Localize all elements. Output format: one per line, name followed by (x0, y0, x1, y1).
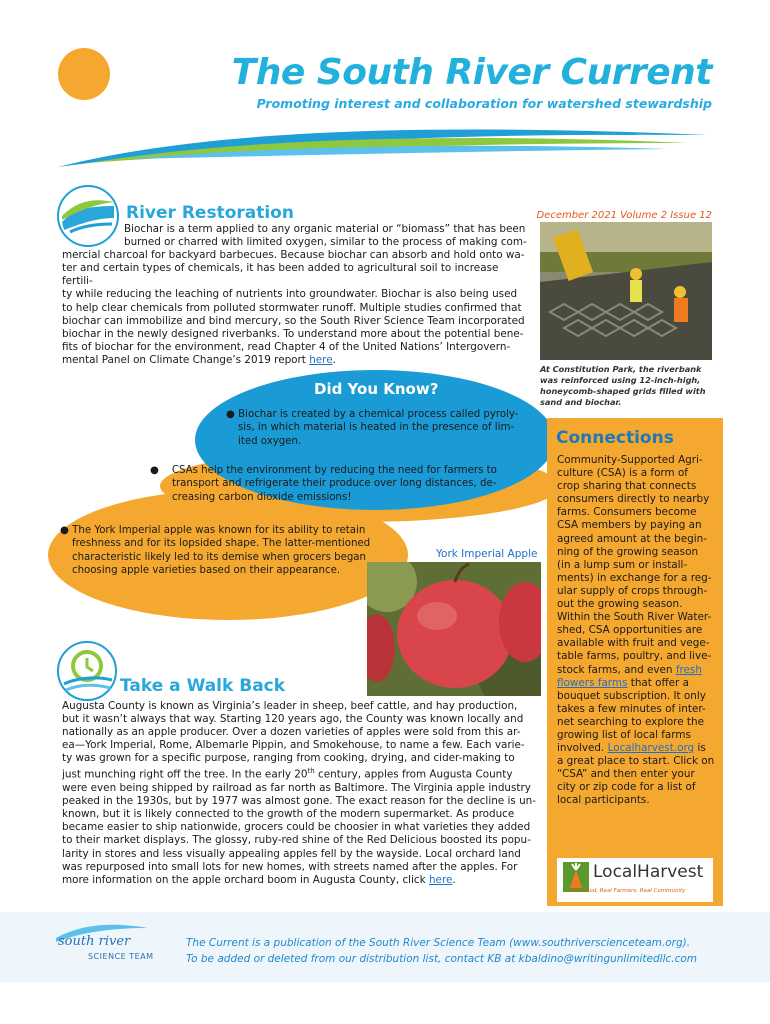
bullet-icon: ● (226, 409, 239, 420)
text-line: nationally as an apple producer. Over a dozen varieties of apples were sold from this ar- (62, 726, 521, 739)
text-line (62, 765, 542, 782)
text-line: a great place to start. Click on (557, 755, 715, 768)
text-line: transport and refrigerate their produce over long distances, de- (172, 478, 497, 490)
text-line: Biochar is a term applied to any organic material or “biomass” that has been (124, 223, 526, 235)
text-line: ning of the growing season (557, 545, 699, 558)
text-segment: CSAs help the environment by reducing the need for farmers to (171, 465, 497, 476)
text-line: burned or charred with limited oxygen, similar to the process of making com- (124, 236, 527, 249)
river-restoration-body (62, 223, 532, 367)
text-segment: . (452, 873, 456, 886)
text-line: known, but it is likely connected to the growth of the modern supermarket. As produce (62, 808, 515, 821)
text-line: farms. Consumers become (557, 506, 697, 519)
fresh-flowers-farms-link[interactable]: fresh (675, 663, 702, 676)
text-line: net searching to explore the (557, 715, 704, 728)
text-line: ular supply of crops through- (557, 584, 708, 597)
text-segment: Biochar is created by a chemical process called pyroly- (238, 409, 519, 420)
south-river-logo-team: SCIENCE TEAM (88, 952, 154, 961)
text-line: mercial charcoal for backyard barbecues. Because biochar can absorb and hold onto wa- (62, 249, 525, 262)
photo-caption: At Constitution Park, the riverbank was reinforced using 12-inch-high, honeycomb-shaped grids filled with sand and biochar. (540, 364, 706, 407)
superscript: th (307, 767, 315, 776)
york-imperial-apple-photo (367, 562, 541, 696)
text-line: agreed amount at the begin- (557, 532, 707, 545)
text-segment: more information on the apple orchard boom in Augusta County, click (62, 873, 429, 886)
text-line: fits of biochar for the environment, read Chapter 4 of the United Nations’ Intergovern- (62, 340, 511, 353)
text-segment: mental Panel on Climate Change’s 2019 report (62, 353, 310, 366)
masthead-wave-graphic (48, 115, 718, 175)
text-segment: century, apples from Augusta County (314, 768, 513, 781)
text-line: characteristic likely led to its demise when grocers began (72, 551, 367, 563)
text-line: choosing apple varieties based on their appearance. (72, 565, 341, 577)
issue-dateline: December 2021 Volume 2 Issue 12 (536, 210, 712, 221)
footer-line-2: To be added or deleted from our distribution list, contact KB at kbaldino@writingunlimitedllc.com (186, 953, 698, 965)
walk-back-body (62, 700, 542, 887)
text-line (150, 464, 530, 477)
connections-heading: Connections (556, 428, 674, 448)
text-line: culture (CSA) is a form of (557, 467, 688, 480)
text-line: consumers directly to nearby (557, 493, 710, 506)
south-river-logo-script: south river (58, 934, 131, 949)
text-line: biochar can immobilize and bind mercury, so the South River Science Team incorporated (62, 314, 525, 327)
text-segment: that offer a (627, 676, 689, 689)
text-line: ited oxygen. (238, 435, 302, 447)
text-line: but it wasn’t always that way. Starting 120 years ago, the County was known locally and (62, 713, 524, 726)
un-report-link[interactable]: here (309, 353, 333, 366)
text-line: Augusta County is known as Virginia’s leader in sheep, beef cattle, and hay production, (62, 700, 518, 712)
walk-back-heading: Take a Walk Back (120, 676, 286, 696)
riverbank-photo-graphic (540, 222, 712, 360)
text-line: CSA members by paying an (557, 519, 702, 532)
sun-graphic (58, 48, 110, 100)
fresh-flowers-farms-link[interactable]: flowers farms (557, 676, 628, 689)
text-segment: . (332, 353, 336, 366)
text-line: available with fruit and vege- (557, 637, 710, 650)
text-line: larity in stores and less visually appealing apples fell by the wayside. Local orchard land (62, 847, 521, 860)
text-segment: is (694, 742, 706, 755)
newsletter-tagline: Promoting interest and collaboration for watershed stewardship (256, 96, 712, 111)
did-you-know-heading: Did You Know? (314, 380, 439, 398)
text-line: Within the South River Water- (557, 611, 712, 624)
text-line: was repurposed into small lots for new homes, with streets named after the apples. For (62, 860, 518, 873)
text-line: ty while reducing the leaching of nutrients into groundwater. Biochar is also being used (62, 288, 518, 301)
text-line (557, 664, 719, 677)
localharvest-link[interactable]: Localharvest.org (607, 742, 695, 755)
text-line: takes a few minutes of inter- (557, 702, 706, 715)
text-line: peaked in the 1930s, but by 1977 was almost gone. The exact reason for the decline is un- (62, 795, 537, 808)
text-segment: The York Imperial apple was known for its ability to retain (72, 525, 366, 536)
text-line (62, 354, 532, 367)
apple-photo-label: York Imperial Apple (436, 548, 538, 560)
text-segment: just munching right off the tree. In the early 20 (62, 768, 308, 781)
text-line: city or zip code for a list of (557, 781, 696, 794)
text-line (557, 677, 719, 690)
text-line: local participants. (557, 794, 650, 807)
connections-body (557, 454, 719, 808)
footer-line-1: The Current is a publication of the South River Science Team (www.southriverscienceteam.org). (186, 937, 691, 949)
text-line: bouquet subscription. It only (557, 689, 706, 702)
text-line: (in a lump sum or install- (557, 558, 688, 571)
text-line (60, 524, 412, 537)
riverbank-construction-photo (540, 222, 712, 360)
did-you-know-bullet-2 (150, 464, 530, 504)
text-line: biochar in the newly designed riverbanks. To understand more about the potential bene- (62, 327, 524, 340)
text-line: became easier to ship nationwide, grocers could be choosier in what varieties they added (62, 821, 531, 834)
bullet-icon: ● (60, 525, 73, 536)
newsletter-title: The South River Current (231, 52, 712, 93)
text-line: out the growing season. (557, 598, 683, 611)
text-line (226, 408, 526, 421)
text-line: sis, in which material is heated in the presence of lim- (238, 422, 515, 434)
text-line: ea—York Imperial, Rome, Albemarle Pippin, and Smokehouse, to name a few. Each varie- (62, 739, 525, 752)
localharvest-wordmark: LocalHarvest (593, 862, 704, 882)
text-line: creasing carbon dioxide emissions! (172, 491, 352, 503)
text-line: “CSA” and then enter your (557, 768, 695, 781)
river-restoration-heading: River Restoration (126, 203, 294, 223)
text-line: to their market displays. The glossy, ruby-red shine of the Red Delicious boosted its popu- (62, 834, 531, 847)
text-line: shed, CSA opportunities are (557, 624, 703, 637)
text-line: crop sharing that connects (557, 480, 697, 493)
text-line: were even being shipped by railroad as far north as Baltimore. The Virginia apple industry (62, 782, 531, 795)
text-line: to help clear chemicals from polluted stormwater runoff. Multiple studies confirmed that (62, 301, 522, 314)
text-line: table farms, poultry, and live- (557, 650, 712, 663)
bullet-icon: ● (150, 465, 172, 476)
text-segment: involved. (557, 742, 608, 755)
footer-text (186, 935, 726, 967)
localharvest-logo (557, 858, 713, 902)
did-you-know-bullet-3 (60, 524, 412, 578)
localharvest-tagline: Real Food, Real Farmers, Real Community (569, 888, 686, 894)
text-line: ty was grown for a specific purpose, ranging from cooking, drying, and cider-making to (62, 752, 515, 765)
apple-photo-graphic (367, 562, 541, 696)
walk-back-clock-icon (56, 640, 118, 702)
did-you-know-bullet-1 (226, 408, 526, 448)
text-segment: stock farms, and even (557, 663, 676, 676)
text-line: freshness and for its lopsided shape. The latter-mentioned (72, 538, 371, 550)
text-line: Community-Supported Agri- (557, 454, 703, 466)
text-line: growing list of local farms (557, 728, 691, 741)
text-line (557, 742, 719, 755)
text-line: ter and certain types of chemicals, it has been added to agricultural soil to increase fertili- (62, 262, 499, 288)
text-line (62, 874, 542, 887)
apple-orchard-link[interactable]: here (428, 873, 453, 886)
text-line: ments) in exchange for a reg- (557, 571, 712, 584)
